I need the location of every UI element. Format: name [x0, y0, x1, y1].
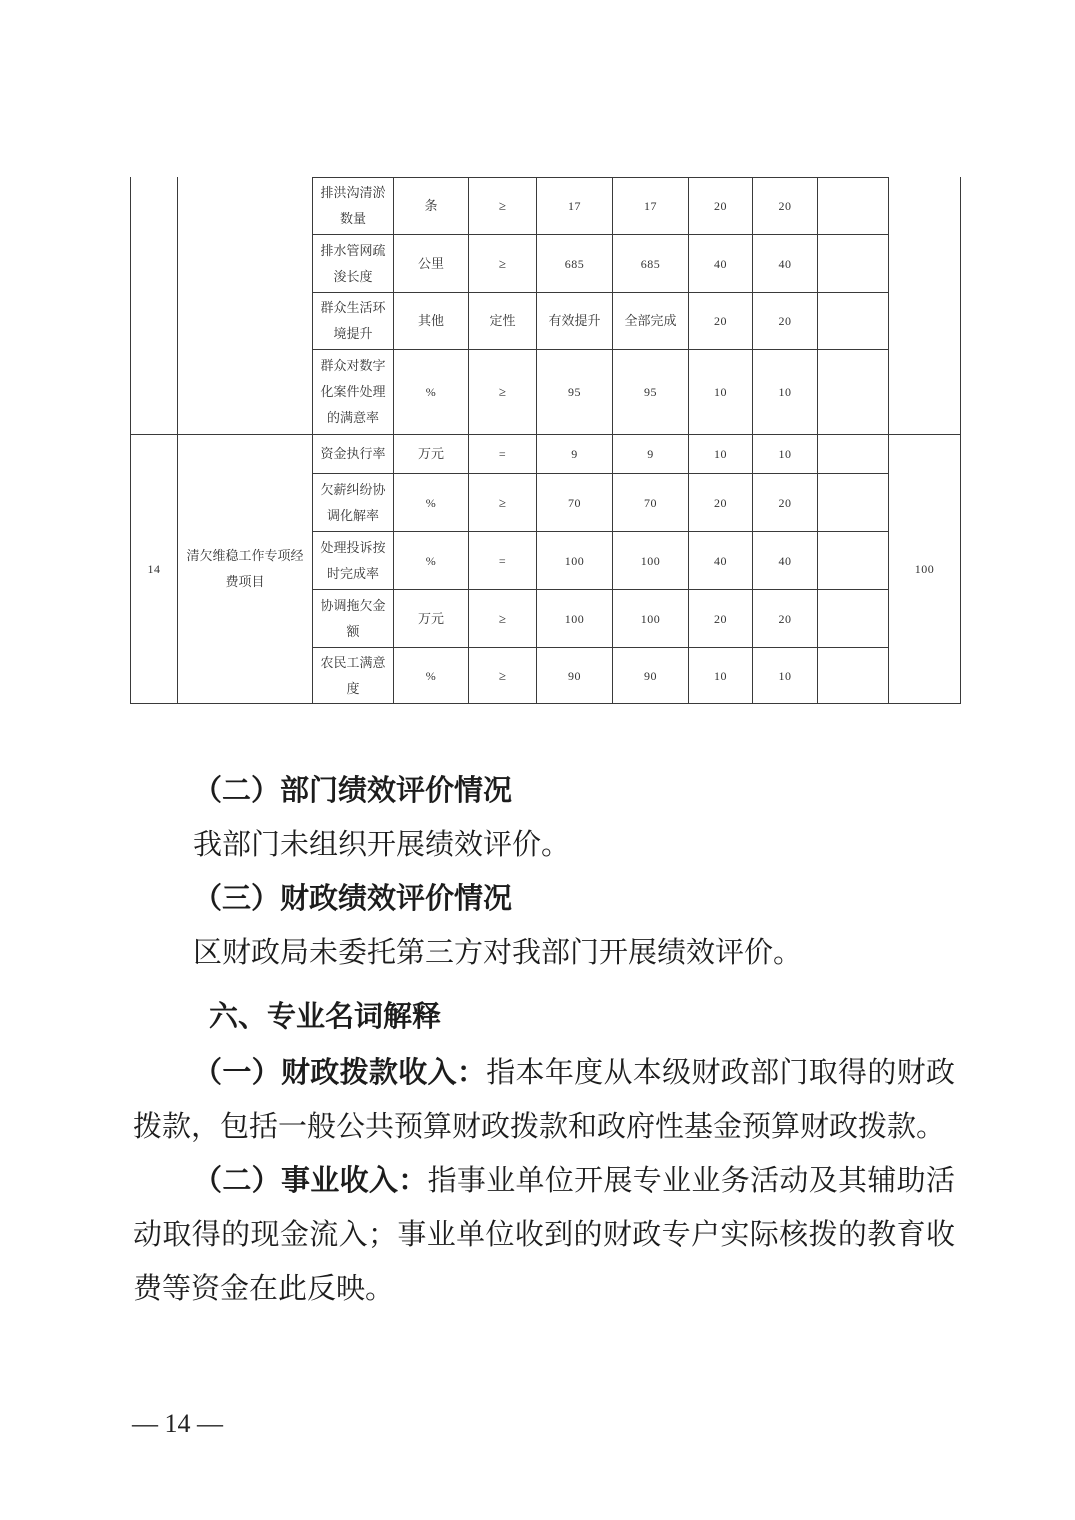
table-cell-note	[818, 293, 889, 350]
page-number: — 14 —	[132, 1409, 223, 1438]
table-cell-score: 10	[753, 350, 818, 435]
table-cell-actual-value: 90	[613, 648, 689, 704]
table-cell-target-value: 90	[537, 648, 613, 704]
paragraph-dept-evaluation: 我部门未组织开展绩效评价。	[193, 829, 571, 861]
table-cell-weight: 20	[689, 293, 753, 350]
table-cell-weight: 20	[689, 590, 753, 648]
table-cell-actual-value: 17	[613, 177, 689, 235]
table-cell-operator: =	[469, 435, 537, 474]
table-cell-actual-value: 全部完成	[613, 293, 689, 350]
table-cell-actual-value: 100	[613, 532, 689, 590]
table-cell-operator: =	[469, 532, 537, 590]
table-cell-score: 10	[753, 435, 818, 474]
term-paragraph-fiscal-appropriation	[133, 1046, 955, 1154]
table-cell-project-name: 清欠维稳工作专项经费项目	[178, 435, 313, 704]
table-cell-indicator-name: 农民工满意度	[313, 648, 394, 704]
table-cell-unit: 条	[394, 177, 469, 235]
table-cell-operator: ≥	[469, 177, 537, 235]
heading-terms: 六、专业名词解释	[209, 1001, 442, 1033]
table-cell-note	[818, 648, 889, 704]
table-cell-target-value: 95	[537, 350, 613, 435]
heading-fiscal-evaluation: （三）财政绩效评价情况	[193, 883, 513, 915]
table-cell-unit: 万元	[394, 435, 469, 474]
table-cell-indicator-name: 排洪沟清淤数量	[313, 177, 394, 235]
table-cell-unit: %	[394, 474, 469, 532]
table-cell-weight: 10	[689, 350, 753, 435]
table-cell-seq: 14	[131, 435, 178, 704]
table-cell-indicator-name: 资金执行率	[313, 435, 394, 474]
table-cell-indicator-name: 欠薪纠纷协调化解率	[313, 474, 394, 532]
table-cell-indicator-name: 排水管网疏浚长度	[313, 235, 394, 293]
table-cell-note	[818, 435, 889, 474]
term-lead: （二）事业收入：	[193, 1165, 428, 1197]
table-cell-actual-value: 95	[613, 350, 689, 435]
table-cell-weight: 20	[689, 177, 753, 235]
heading-dept-evaluation: （二）部门绩效评价情况	[193, 775, 513, 807]
table-cell-score: 20	[753, 474, 818, 532]
table-cell-score: 20	[753, 177, 818, 235]
table-cell-unit: 公里	[394, 235, 469, 293]
table-cell-operator: ≥	[469, 350, 537, 435]
table-cell-indicator-name: 群众生活环境提升	[313, 293, 394, 350]
term-text: 指本年度从本级财政部门取得的财政拨款，包括一般公共预算财政拨款和政府性基金预算财政拨款。	[133, 1057, 955, 1143]
table-cell-unit: %	[394, 532, 469, 590]
table-cell-target-value: 685	[537, 235, 613, 293]
table-cell-actual-value: 70	[613, 474, 689, 532]
table-cell-operator: 定性	[469, 293, 537, 350]
document-body	[133, 764, 955, 1316]
table-cell-seq	[131, 177, 178, 435]
table-cell-project-name	[178, 177, 313, 435]
table-cell-actual-value: 100	[613, 590, 689, 648]
table-cell-operator: ≥	[469, 648, 537, 704]
table-cell-weight: 10	[689, 648, 753, 704]
table-cell-score: 20	[753, 293, 818, 350]
table-cell-target-value: 100	[537, 590, 613, 648]
table-cell-weight: 10	[689, 435, 753, 474]
table-cell-weight: 20	[689, 474, 753, 532]
table-cell-indicator-name: 协调拖欠金额	[313, 590, 394, 648]
table-cell-target-value: 9	[537, 435, 613, 474]
table-cell-note	[818, 474, 889, 532]
table-cell-unit: 其他	[394, 293, 469, 350]
table-cell-unit: 万元	[394, 590, 469, 648]
performance-indicators-table	[130, 177, 961, 704]
table-cell-target-value: 17	[537, 177, 613, 235]
table-cell-score: 10	[753, 648, 818, 704]
paragraph-fiscal-evaluation: 区财政局未委托第三方对我部门开展绩效评价。	[193, 937, 803, 969]
table-cell-note	[818, 590, 889, 648]
table-cell-target-value: 100	[537, 532, 613, 590]
table-cell-unit: %	[394, 648, 469, 704]
table-cell-project-score: 100	[889, 435, 961, 704]
table-cell-actual-value: 685	[613, 235, 689, 293]
table-cell-weight: 40	[689, 532, 753, 590]
table-cell-note	[818, 235, 889, 293]
table-cell-indicator-name: 群众对数字化案件处理的满意率	[313, 350, 394, 435]
table-cell-project-score	[889, 177, 961, 435]
table-cell-operator: ≥	[469, 235, 537, 293]
table-cell-note	[818, 177, 889, 235]
table-cell-operator: ≥	[469, 590, 537, 648]
term-lead: （一）财政拨款收入：	[193, 1057, 487, 1089]
table-cell-score: 40	[753, 235, 818, 293]
table-cell-score: 40	[753, 532, 818, 590]
table-cell-unit: %	[394, 350, 469, 435]
table-cell-score: 20	[753, 590, 818, 648]
term-text: 指事业单位开展专业业务活动及其辅助活动取得的现金流入；事业单位收到的财政专户实际核拨的教育收费等资金在此反映。	[133, 1165, 955, 1305]
table-cell-indicator-name: 处理投诉按时完成率	[313, 532, 394, 590]
table-cell-note	[818, 532, 889, 590]
table-cell-operator: ≥	[469, 474, 537, 532]
table-cell-target-value: 有效提升	[537, 293, 613, 350]
table-cell-actual-value: 9	[613, 435, 689, 474]
table-cell-target-value: 70	[537, 474, 613, 532]
term-paragraph-operating-income	[133, 1154, 955, 1316]
table-cell-note	[818, 350, 889, 435]
table-cell-weight: 40	[689, 235, 753, 293]
